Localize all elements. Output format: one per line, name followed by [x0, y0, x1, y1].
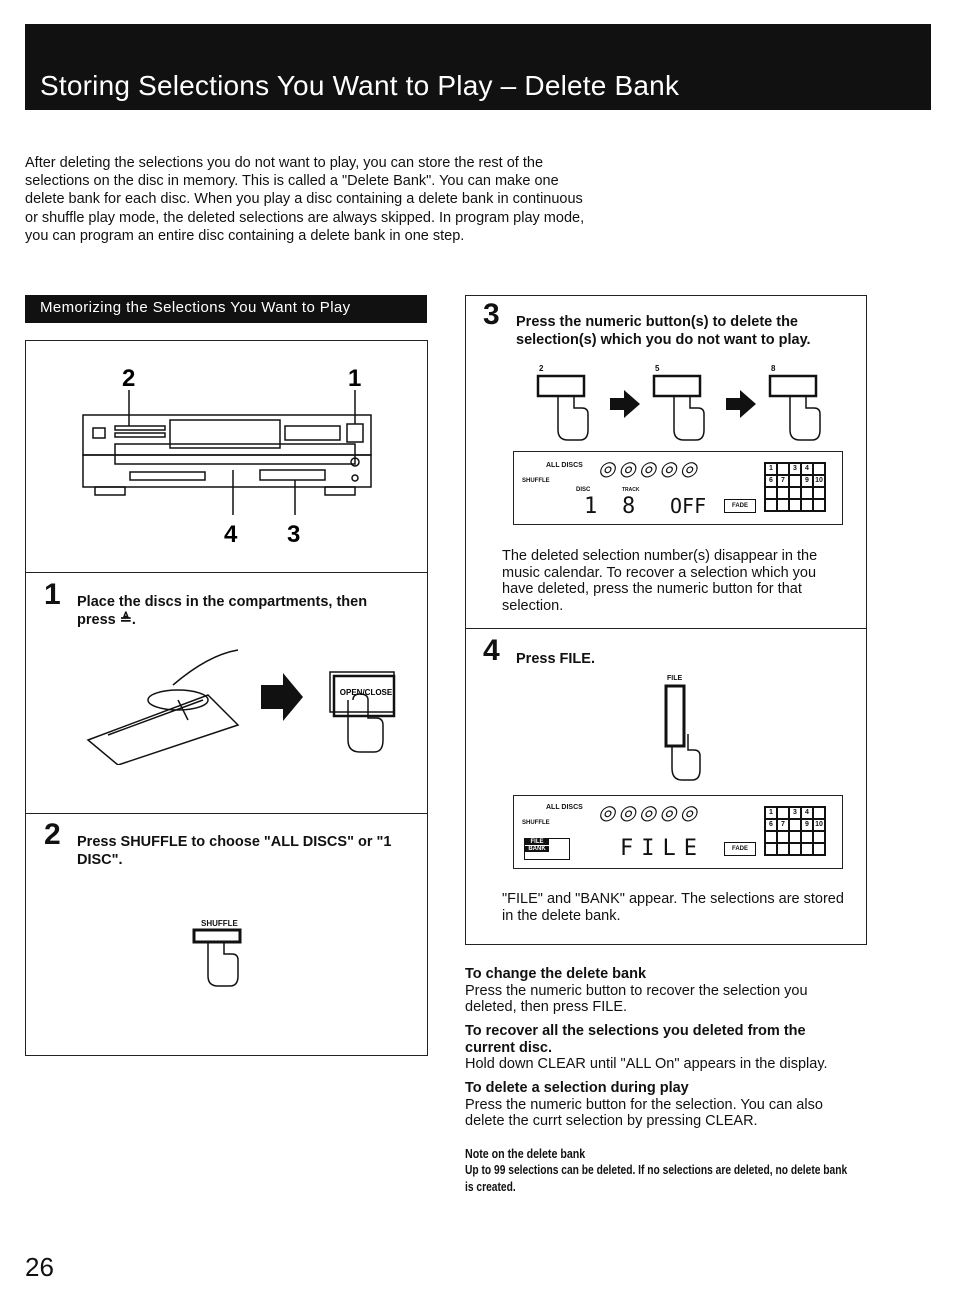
step-3-caption: The deleted selection number(s) disappear in the music calendar. To recover a selection which you have deleted, press the numeric button for that selection.	[502, 548, 818, 614]
calendar-cell	[789, 819, 801, 831]
calendar-cell: 10	[813, 819, 825, 831]
shuffle-button	[190, 928, 250, 992]
calendar-cell: 6	[765, 475, 777, 487]
key-label-5: 5	[655, 364, 660, 373]
disc-icons: ◎◎◎◎◎	[598, 458, 701, 480]
step-4-number: 4	[483, 634, 500, 667]
display-panel-a	[513, 451, 843, 525]
bank-badge: BANK	[525, 846, 549, 852]
intro-paragraph: After deleting the selections you do not want to play, you can store the rest of the selections on the disc in memory. This is called a "Delete Bank". You can make one delete bank for each disc. When you play a disc containing a delete bank in continuous or shuffle play mode, the deleted selections are always skipped. In program play mode, you can program an entire disc containing a delete bank in one step.	[25, 155, 585, 244]
tip-delete-during-play	[465, 1080, 845, 1130]
status-readout: FILE	[620, 836, 705, 861]
step-1-number: 1	[44, 578, 61, 611]
diagram-label-1: 1	[348, 365, 362, 392]
calendar-cell: 4	[801, 807, 813, 819]
cd-player-diagram	[75, 360, 385, 550]
disc-icons: ◎◎◎◎◎	[598, 802, 701, 824]
step-4-caption: "FILE" and "BANK" appear. The selections are stored in the delete bank.	[502, 891, 844, 924]
step-1-text: Place the discs in the compartments, then press ≜.	[77, 594, 368, 628]
calendar-cell	[789, 843, 801, 855]
diagram-label-4: 4	[224, 521, 238, 548]
calendar-cell	[777, 487, 789, 499]
shuffle-label: SHUFFLE	[201, 919, 238, 928]
tip-heading: To delete a selection during play	[465, 1080, 689, 1096]
step-4-text: Press FILE.	[516, 651, 595, 667]
calendar-cell: 1	[765, 807, 777, 819]
step-3-number: 3	[483, 298, 500, 331]
calendar-cell	[813, 831, 825, 843]
shuffle-indicator: SHUFFLE	[522, 820, 550, 826]
display-panel-b	[513, 795, 843, 869]
calendar-cell: 4	[801, 463, 813, 475]
all-discs-indicator: ALL DISCS	[546, 804, 583, 811]
all-discs-indicator: ALL DISCS	[546, 462, 583, 469]
key-label-2: 2	[539, 364, 544, 373]
calendar-cell: 1	[765, 463, 777, 475]
calendar-cell: 6	[765, 819, 777, 831]
calendar-cell	[789, 475, 801, 487]
calendar-cell: 9	[801, 475, 813, 487]
calendar-cell	[789, 487, 801, 499]
calendar-cell	[777, 843, 789, 855]
calendar-cell	[765, 831, 777, 843]
tip-heading: To recover all the selections you deleted from the current disc.	[465, 1023, 806, 1056]
file-button	[660, 682, 710, 784]
calendar-cell	[777, 807, 789, 819]
calendar-cell: 7	[777, 819, 789, 831]
calendar-cell	[801, 843, 813, 855]
arrow-icon	[261, 673, 303, 721]
diagram-label-3: 3	[287, 521, 301, 548]
fade-indicator: FADE	[724, 499, 756, 513]
status-readout: OFF	[670, 494, 707, 518]
calendar-cell	[777, 831, 789, 843]
divider	[25, 572, 428, 573]
divider	[465, 628, 867, 629]
step-2-text: Press SHUFFLE to choose "ALL DISCS" or "1 DISC".	[77, 834, 392, 868]
calendar-cell	[801, 499, 813, 511]
calendar-cell	[813, 807, 825, 819]
note-body: Up to 99 selections can be deleted. If no selections are deleted, no delete bank is created.	[465, 1163, 848, 1194]
page-number: 26	[25, 1252, 54, 1282]
file-bank-indicator	[524, 838, 570, 860]
calendar-cell: 3	[789, 463, 801, 475]
calendar-cell	[813, 463, 825, 475]
tip-body: Press the numeric button for the selection. You can also delete the currt selection by pressing CLEAR.	[465, 1096, 823, 1129]
calendar-cell	[813, 499, 825, 511]
calendar-cell	[777, 463, 789, 475]
calendar-cell	[813, 843, 825, 855]
file-badge: FILE	[525, 839, 549, 845]
tip-body: Press the numeric button to recover the selection you deleted, then press FILE.	[465, 982, 808, 1015]
step-3-text: Press the numeric button(s) to delete the selection(s) which you do not want to play.	[516, 314, 811, 348]
track-readout: 8	[622, 494, 636, 519]
calendar-cell	[801, 831, 813, 843]
tip-change-bank	[465, 966, 845, 1016]
music-calendar	[764, 462, 826, 512]
key-label-8: 8	[771, 364, 776, 373]
numeric-key-sequence	[530, 372, 830, 444]
open-close-label: OPEN/CLOSE	[339, 688, 393, 697]
tip-body: Hold down CLEAR until "ALL On" appears in the display.	[465, 1056, 828, 1072]
tip-recover-all	[465, 1023, 845, 1073]
disc-tray-illustration	[78, 640, 398, 765]
file-label: FILE	[667, 675, 683, 682]
calendar-cell: 7	[777, 475, 789, 487]
calendar-cell	[789, 499, 801, 511]
calendar-cell: 3	[789, 807, 801, 819]
music-calendar	[764, 806, 826, 856]
calendar-cell: 9	[801, 819, 813, 831]
fade-indicator: FADE	[724, 842, 756, 856]
disc-label: DISC	[576, 487, 591, 493]
calendar-cell	[813, 487, 825, 499]
calendar-cell	[765, 499, 777, 511]
calendar-cell	[777, 499, 789, 511]
shuffle-indicator: SHUFFLE	[522, 478, 550, 484]
calendar-cell	[765, 487, 777, 499]
page-title: Storing Selections You Want to Play – Delete Bank	[40, 70, 680, 101]
calendar-cell	[765, 843, 777, 855]
section-title: Memorizing the Selections You Want to Play	[40, 299, 351, 316]
divider	[25, 813, 428, 814]
track-label: TRACK	[622, 487, 640, 493]
note-heading: Note on the delete bank	[465, 1146, 586, 1161]
calendar-cell: 10	[813, 475, 825, 487]
calendar-cell	[789, 831, 801, 843]
arrow-icon	[726, 390, 756, 418]
tip-heading: To change the delete bank	[465, 966, 647, 982]
disc-readout: 1	[584, 494, 598, 519]
arrow-icon	[610, 390, 640, 418]
diagram-label-2: 2	[122, 365, 136, 392]
step-2-number: 2	[44, 818, 61, 851]
calendar-cell	[801, 487, 813, 499]
